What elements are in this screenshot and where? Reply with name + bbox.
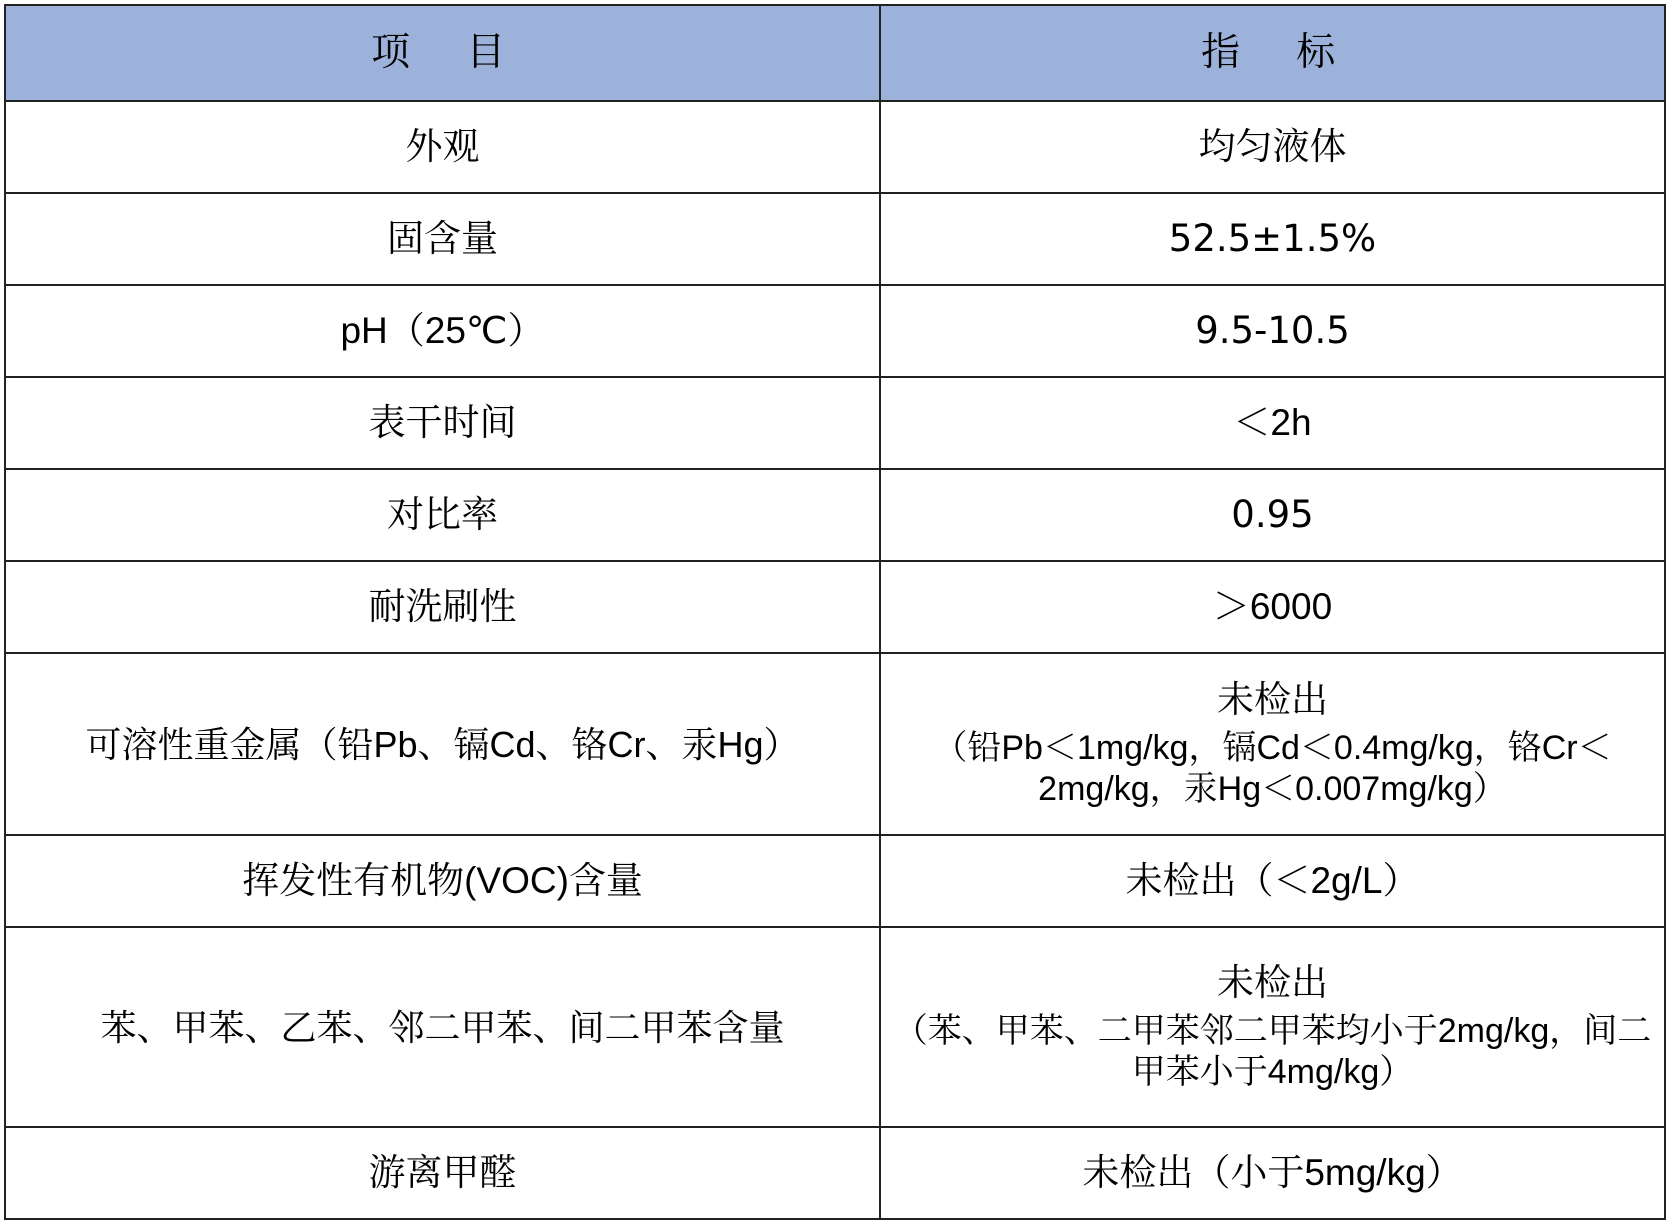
table-row: [5, 377, 1665, 469]
table-row: [5, 193, 1665, 285]
value-stack: [885, 858, 1660, 904]
value-main: 未检出: [1217, 679, 1328, 721]
value-main: 9.5-10.5: [1195, 308, 1350, 352]
table-row: [5, 101, 1665, 193]
cell-value: [880, 193, 1665, 285]
value-stack: [885, 1150, 1660, 1196]
cell-value: [880, 377, 1665, 469]
specification-table: [4, 4, 1666, 1220]
cell-item: 固含量: [5, 193, 880, 285]
table-header-row: [5, 5, 1665, 101]
cell-value: [880, 469, 1665, 561]
cell-item: 可溶性重金属（铅Pb、镉Cd、铬Cr、汞Hg）: [5, 653, 880, 835]
cell-value: [880, 561, 1665, 653]
cell-value: [880, 835, 1665, 927]
cell-value: [880, 927, 1665, 1127]
cell-item: 游离甲醛: [5, 1127, 880, 1219]
value-stack: [885, 584, 1660, 630]
value-stack: [885, 677, 1660, 810]
table-header: [5, 5, 1665, 101]
cell-item: 外观: [5, 101, 880, 193]
table-row: [5, 285, 1665, 377]
table-body: [5, 101, 1665, 1219]
value-stack: [885, 216, 1660, 262]
value-main: 0.95: [1231, 492, 1314, 536]
value-main: 未检出（＜2g/L）: [1125, 859, 1420, 901]
value-sub: （铅Pb＜1mg/kg，镉Cd＜0.4mg/kg，铬Cr＜2mg/kg，汞Hg＜0.007mg/kg）: [933, 728, 1612, 809]
value-main: ＞6000: [1212, 585, 1333, 627]
table-row: [5, 927, 1665, 1127]
table-row: [5, 835, 1665, 927]
table-row: [5, 653, 1665, 835]
cell-item: 苯、甲苯、乙苯、邻二甲苯、间二甲苯含量: [5, 927, 880, 1127]
value-stack: [885, 400, 1660, 446]
cell-item: 挥发性有机物(VOC)含量: [5, 835, 880, 927]
value-main: 未检出: [1217, 962, 1328, 1004]
table-row: [5, 469, 1665, 561]
cell-value: [880, 653, 1665, 835]
cell-value: [880, 101, 1665, 193]
value-main: 均匀液体: [1198, 125, 1347, 167]
value-stack: [885, 960, 1660, 1093]
table-row: [5, 561, 1665, 653]
column-header-index: 指 标: [880, 5, 1665, 101]
value-sub: （苯、甲苯、二甲苯邻二甲苯均小于2mg/kg，间二甲苯小于4mg/kg）: [893, 1011, 1652, 1092]
value-main: 未检出（小于5mg/kg）: [1082, 1151, 1463, 1193]
cell-item: 表干时间: [5, 377, 880, 469]
cell-value: [880, 1127, 1665, 1219]
cell-item: 耐洗刷性: [5, 561, 880, 653]
cell-item: 对比率: [5, 469, 880, 561]
value-stack: [885, 492, 1660, 538]
cell-value: [880, 285, 1665, 377]
column-header-item: 项 目: [5, 5, 880, 101]
value-stack: [885, 124, 1660, 170]
value-main: 52.5±1.5%: [1168, 216, 1377, 260]
value-main: ＜2h: [1233, 401, 1312, 443]
table-row: [5, 1127, 1665, 1219]
value-stack: [885, 308, 1660, 354]
cell-item: pH（25℃）: [5, 285, 880, 377]
